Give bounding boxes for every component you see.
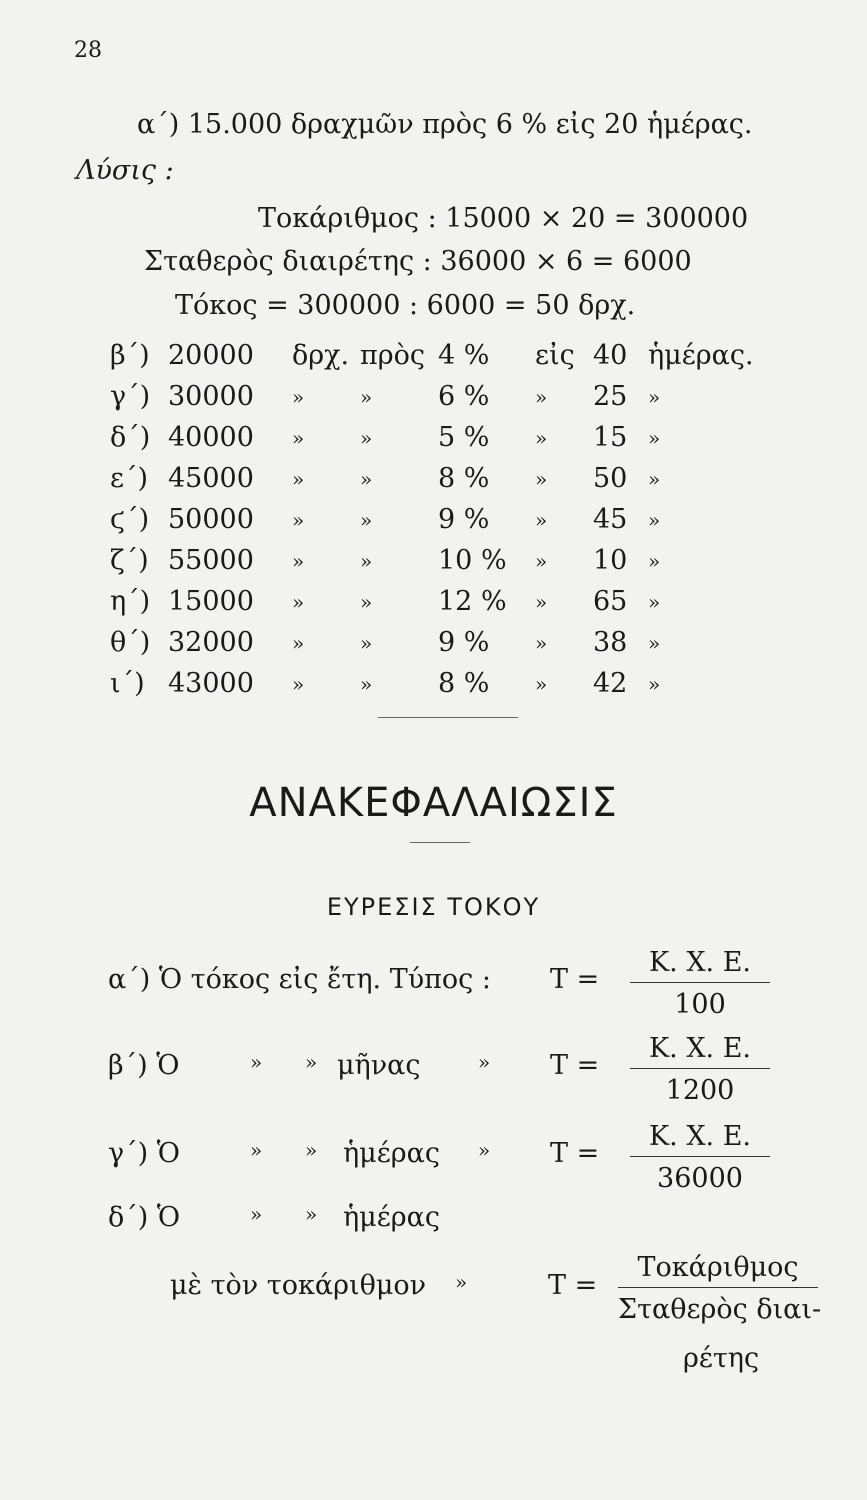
exercise-rate: 10 %	[438, 545, 507, 576]
exercise-word: »	[648, 549, 661, 573]
exercise-label: θ΄)	[110, 627, 151, 658]
exercise-prep: »	[360, 631, 373, 655]
summary-subtitle: ΕΥΡΕΣΙΣ ΤΟΚΟΥ	[326, 893, 541, 921]
exercise-amount: 55000	[168, 545, 254, 576]
exercise-days: 40	[593, 340, 628, 371]
exercise-rate: 8 %	[438, 668, 490, 699]
exercise-unit: »	[292, 467, 305, 491]
exercise-unit: »	[292, 631, 305, 655]
exercise-days: 42	[593, 668, 628, 699]
exercise-label: γ΄)	[110, 381, 151, 412]
exercise-prep: πρὸς	[360, 340, 425, 371]
exercise-amount: 32000	[168, 627, 254, 658]
exercise-row	[0, 381, 867, 417]
formula-d-numerator: Τοκάριθμος	[618, 1252, 818, 1288]
exercise-prep: »	[360, 549, 373, 573]
exercise-row	[0, 586, 867, 622]
formula-d-denominator-line-2: ρέτης	[683, 1343, 760, 1374]
formula-b-ditto-1: »	[250, 1050, 263, 1074]
exercise-rate: 8 %	[438, 463, 490, 494]
formula-d-denominator-line-1: Σταθερὸς διαι-	[618, 1294, 822, 1325]
formula-b-label: β΄) Ὁ	[108, 1050, 180, 1081]
exercise-eis: »	[535, 672, 548, 696]
exercise-eis: »	[535, 385, 548, 409]
solution-line-3: Τόκος = 300000 : 6000 = 50 δρχ.	[175, 290, 636, 321]
solution-line-1: Τοκάριθμος : 15000 × 20 = 300000	[258, 203, 749, 234]
formula-a-label: α΄) Ὁ τόκος εἰς ἔτη. Τύπος :	[108, 964, 491, 995]
formula-c-ditto-3: »	[478, 1138, 491, 1162]
exercise-prep: »	[360, 672, 373, 696]
exercise-days: 15	[593, 422, 628, 453]
exercise-amount: 45000	[168, 463, 254, 494]
exercise-prep: »	[360, 467, 373, 491]
solution-label: Λύσις :	[76, 155, 174, 186]
formula-c-period: ἡμέρας	[343, 1138, 440, 1169]
exercise-days: 65	[593, 586, 628, 617]
formula-c-t: Τ =	[550, 1138, 600, 1169]
formula-b-denominator: 1200	[665, 1075, 735, 1106]
exercise-days: 25	[593, 381, 628, 412]
exercise-label: ε΄)	[110, 463, 149, 494]
exercise-unit: »	[292, 426, 305, 450]
exercise-rate: 5 %	[438, 422, 490, 453]
formula-b-t: Τ =	[550, 1050, 600, 1081]
exercise-eis: »	[535, 631, 548, 655]
exercise-eis: εἰς	[535, 340, 575, 371]
summary-title: ΑΝΑΚΕΦΑΛΑΙΩΣΙΣ	[249, 780, 618, 826]
exercise-unit: »	[292, 672, 305, 696]
exercise-label: ϛ΄)	[110, 504, 150, 535]
exercise-eis: »	[535, 426, 548, 450]
solution-line-2: Σταθερὸς διαιρέτης : 36000 × 6 = 6000	[144, 246, 692, 277]
exercise-unit: »	[292, 508, 305, 532]
exercise-unit: »	[292, 385, 305, 409]
exercise-amount: 40000	[168, 422, 254, 453]
formula-c-ditto-2: »	[305, 1138, 318, 1162]
formula-a-t: Τ =	[550, 964, 600, 995]
formula-c-ditto-1: »	[250, 1138, 263, 1162]
exercise-label: η΄)	[110, 586, 151, 617]
exercise-unit: »	[292, 549, 305, 573]
exercise-unit: δρχ.	[292, 340, 350, 371]
exercise-eis: »	[535, 549, 548, 573]
formula-a-denominator: 100	[674, 989, 726, 1020]
formula-d-with-text: μὲ τὸν τοκάριθμον	[170, 1270, 427, 1301]
exercise-prep: »	[360, 590, 373, 614]
exercise-eis: »	[535, 467, 548, 491]
formula-d-ditto-3: »	[455, 1270, 468, 1294]
exercise-prep: »	[360, 508, 373, 532]
formula-b-numerator: Κ. Χ. Ε.	[630, 1033, 770, 1069]
formula-b-fraction	[630, 1033, 770, 1106]
exercise-word: ἡμέρας.	[648, 340, 754, 371]
exercise-eis: »	[535, 590, 548, 614]
exercise-rate: 4 %	[438, 340, 490, 371]
exercise-days: 38	[593, 627, 628, 658]
exercise-days: 10	[593, 545, 628, 576]
exercise-word: »	[648, 385, 661, 409]
exercise-rate: 9 %	[438, 504, 490, 535]
exercise-amount: 43000	[168, 668, 254, 699]
exercise-unit: »	[292, 590, 305, 614]
exercise-row	[0, 340, 867, 376]
exercise-eis: »	[535, 508, 548, 532]
formula-c-numerator: Κ. Χ. Ε.	[630, 1121, 770, 1157]
exercise-row	[0, 668, 867, 704]
exercise-word: »	[648, 631, 661, 655]
exercise-word: »	[648, 672, 661, 696]
exercise-word: »	[648, 467, 661, 491]
formula-d-period: ἡμέρας	[343, 1202, 440, 1233]
title-underline	[410, 842, 470, 843]
formula-d-fraction	[618, 1252, 822, 1325]
page-number: 28	[74, 38, 102, 63]
formula-a-fraction	[630, 947, 770, 1020]
exercise-word: »	[648, 426, 661, 450]
formula-b-ditto-3: »	[478, 1050, 491, 1074]
exercise-label: δ΄)	[110, 422, 151, 453]
exercise-row	[0, 422, 867, 458]
exercise-row	[0, 545, 867, 581]
exercise-prep: »	[360, 426, 373, 450]
formula-c-denominator: 36000	[657, 1163, 743, 1194]
exercise-prep: »	[360, 385, 373, 409]
formula-d-ditto-2: »	[305, 1202, 318, 1226]
exercise-label: β΄)	[110, 340, 150, 371]
exercise-days: 45	[593, 504, 628, 535]
exercise-label: ι΄)	[110, 668, 145, 699]
example-a-statement: α΄) 15.000 δραχμῶν πρὸς 6 % εἰς 20 ἡμέρας.	[137, 109, 753, 140]
exercise-amount: 20000	[168, 340, 254, 371]
formula-a-numerator: Κ. Χ. Ε.	[630, 947, 770, 983]
section-divider	[378, 717, 518, 718]
formula-d-ditto-1: »	[250, 1202, 263, 1226]
exercise-row	[0, 504, 867, 540]
exercise-word: »	[648, 590, 661, 614]
formula-b-ditto-2: »	[305, 1050, 318, 1074]
formula-d-label: δ΄) Ὁ	[108, 1202, 181, 1233]
formula-c-fraction	[630, 1121, 770, 1194]
exercise-amount: 50000	[168, 504, 254, 535]
formula-d-t: Τ =	[548, 1270, 598, 1301]
formula-b-period: μῆνας	[337, 1050, 421, 1081]
exercise-label: ζ΄)	[110, 545, 149, 576]
exercise-row	[0, 627, 867, 663]
exercise-rate: 9 %	[438, 627, 490, 658]
exercise-rate: 6 %	[438, 381, 490, 412]
exercise-row	[0, 463, 867, 499]
exercise-amount: 15000	[168, 586, 254, 617]
exercise-rate: 12 %	[438, 586, 507, 617]
exercise-amount: 30000	[168, 381, 254, 412]
exercise-days: 50	[593, 463, 628, 494]
formula-c-label: γ΄) Ὁ	[108, 1138, 180, 1169]
exercise-word: »	[648, 508, 661, 532]
